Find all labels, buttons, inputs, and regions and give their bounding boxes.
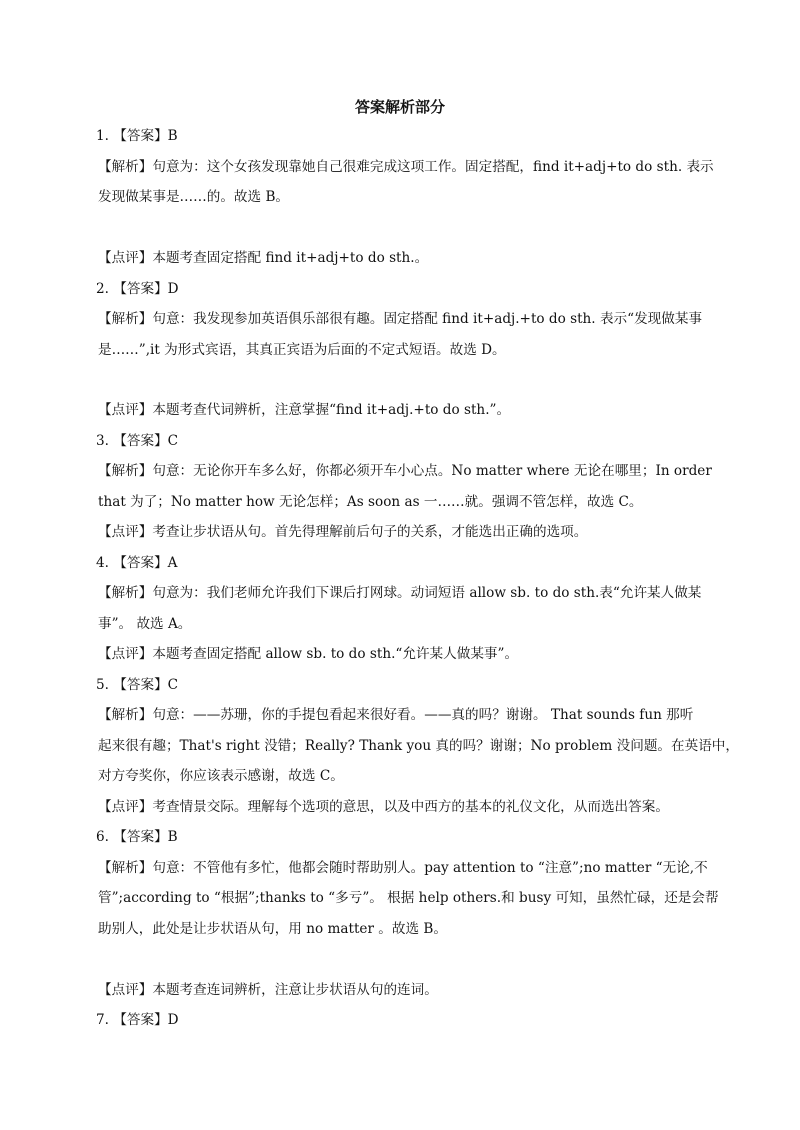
q6-analysis-line3: 助别人，此处是让步状语从句，用 no matter 。故选 B。 <box>98 921 447 937</box>
q4-analysis-line1: 【解析】句意为：我们老师允许我们下课后打网球。动词短语 allow sb. to do sth.表“允许某人做某 <box>98 585 702 601</box>
q3-answer: 3. 【答案】C <box>96 433 179 449</box>
q2-analysis-line2: 是……”,it 为形式宾语，其真正宾语为后面的不定式短语。故选 D。 <box>98 342 506 358</box>
q6-answer: 6. 【答案】B <box>96 829 178 845</box>
q5-comment: 【点评】考查情景交际。理解每个选项的意思，以及中西方的基本的礼仪文化，从而选出答案。 <box>98 799 669 815</box>
q5-answer: 5. 【答案】C <box>96 677 179 693</box>
q3-analysis-line1: 【解析】句意：无论你开车多么好，你都必须开车小心点。No matter where 无论在哪里；In order <box>98 463 712 479</box>
q7-answer: 7. 【答案】D <box>96 1012 179 1028</box>
q5-analysis-line3: 对方夸奖你，你应该表示感谢，故选 C。 <box>98 768 344 784</box>
q1-answer: 1. 【答案】B <box>96 128 178 144</box>
q2-analysis-line1: 【解析】句意：我发现参加英语俱乐部很有趣。固定搭配 find it+adj.+to do sth. 表示“发现做某事 <box>98 311 703 327</box>
q2-answer: 2. 【答案】D <box>96 281 179 297</box>
q6-analysis-line1: 【解析】句意：不管他有多忙，他都会随时帮助别人。pay attention to “注意”;no matter “无论,不 <box>98 860 708 876</box>
q4-answer: 4. 【答案】A <box>96 555 178 571</box>
q5-analysis-line2: 起来很有趣；That's right 没错；Really? Thank you 真的吗？谢谢；No problem 没问题。在英语中， <box>98 738 739 754</box>
q1-analysis-line2: 发现做某事是……的。故选 B。 <box>98 189 290 205</box>
q1-comment: 【点评】本题考查固定搭配 find it+adj+to do sth.。 <box>98 250 429 266</box>
page-title: 答案解析部分 <box>354 98 445 116</box>
q6-comment: 【点评】本题考查连词辨析，注意让步状语从句的连词。 <box>98 982 438 998</box>
q4-comment: 【点评】本题考查固定搭配 allow sb. to do sth.“允许某人做某事”。 <box>98 646 519 662</box>
q1-analysis-line1: 【解析】句意为：这个女孩发现靠她自己很难完成这项工作。固定搭配，find it+adj+to do sth. 表示 <box>98 159 714 175</box>
q2-comment: 【点评】本题考查代词辨析，注意掌握“find it+adj.+to do sth.”。 <box>98 402 511 418</box>
q3-comment: 【点评】考查让步状语从句。首先得理解前后句子的关系，才能选出正确的选项。 <box>98 524 588 540</box>
q6-analysis-line2: 管”;according to “根据”;thanks to “多亏”。 根据 help others.和 busy 可知，虽然忙碌，还是会帮 <box>98 890 719 906</box>
q5-analysis-line1: 【解析】句意：——苏珊，你的手提包看起来很好看。——真的吗？谢谢。 That sounds fun 那听 <box>98 707 694 723</box>
q3-analysis-line2: that 为了；No matter how 无论怎样；As soon as 一……就。强调不管怎样，故选 C。 <box>98 494 643 510</box>
q4-analysis-line2: 事”。 故选 A。 <box>98 616 192 632</box>
